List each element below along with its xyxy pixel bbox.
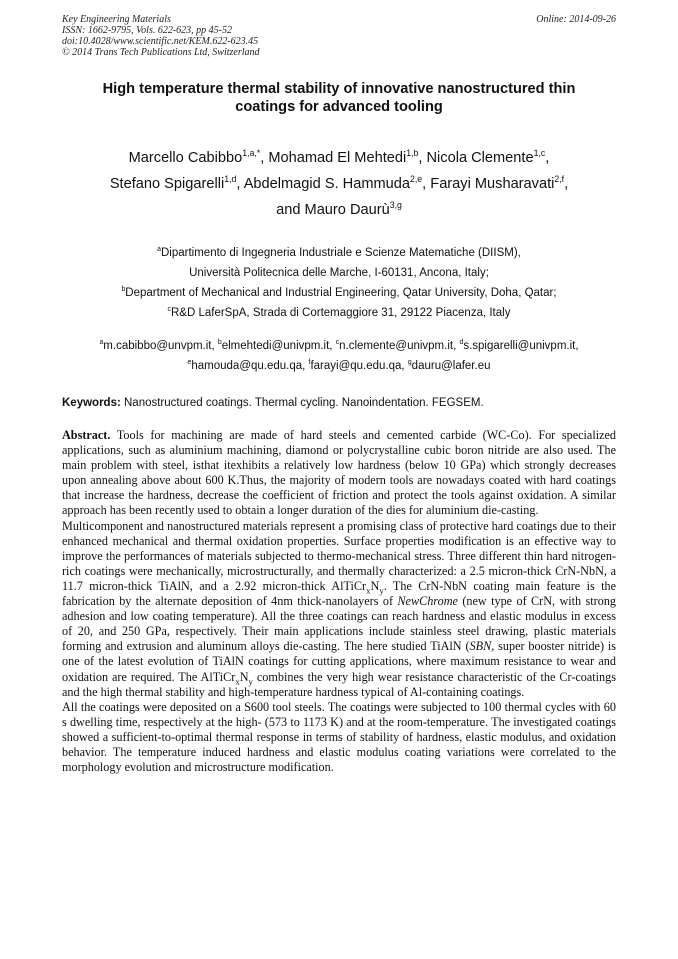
email-link[interactable]: elmehtedi@univpm.it, [221, 340, 333, 352]
keywords-label: Keywords: [62, 397, 121, 409]
online-date: Online: 2014-09-26 [536, 14, 616, 25]
email-link[interactable]: m.cabibbo@unvpm.it, [103, 340, 215, 352]
affiliation-line: $^a$Dipartimento di Ingegneria Industriale e Scienze Matematiche (DIISM), [157, 246, 521, 259]
author-sup: 1,a,* [242, 148, 261, 159]
author-line-2: Stefano Spigarelli$^{1,d}$, Abdelmagid S. Hammuda$^{2,e}$, Farayi Musharavati$^{2,f}$, [109, 174, 569, 192]
doi-line: doi:10.4028/www.scientific.net/KEM.622-623.45 [62, 36, 259, 47]
author-name: Marcello Cabibbo [128, 150, 243, 166]
author-name: Nicola Clemente [426, 150, 534, 166]
author-name: Farayi Musharavati [430, 176, 555, 192]
email-link[interactable]: s.spigarelli@univpm.it, [463, 340, 579, 352]
journal-name: Key Engineering Materials [62, 14, 171, 25]
affiliation-sup: b [121, 286, 126, 294]
email-link[interactable]: hamouda@qu.edu.qa, [191, 360, 306, 372]
abstract-paragraph-1: Abstract. Tools for machining are made of hard steels and cemented carbide (WC-Co). For specialized applications, such as aluminium machining, diamond or polycrystalline cubic boron nitride are also used. The main problem with steel, isthat itexhibits a relatively low hardness (below 10 GPa) which strongly decreases upon annealing above about 600 K.Thus, the majority of modern tools are nowadays coated with hard coatings that increase the hardness, decrease the coefficient of friction and protect the tools against oxidation. A similar approach has been recently used to obtain a longer duration of the dies for aluminium die-casting. [62, 428, 617, 518]
email-link[interactable]: farayi@qu.edu.qa, [310, 360, 405, 372]
abstract [62, 428, 616, 775]
issn-line: ISSN: 1662-9795, Vols. 622-623, pp 45-52 [62, 25, 232, 36]
author-sup: 2,e [410, 174, 423, 185]
abstract-label: Abstract. [62, 428, 111, 442]
affiliations [62, 243, 616, 323]
author-prefix: and [276, 202, 305, 218]
author-name: Mauro Daurù [304, 202, 390, 218]
author-sup: 1,c [533, 148, 546, 159]
author-sup: 3,g [389, 200, 402, 211]
author-line-1: Marcello Cabibbo$^{1,a,*}$, Mohamad El Mehtedi$^{1,b}$, Nicola Clemente$^{1,c}$, [128, 148, 550, 166]
email-link[interactable]: dauru@lafer.eu [411, 360, 491, 372]
author-sup: 2,f [554, 174, 565, 185]
affiliation-line: Università Politecnica delle Marche, I-60131, Ancona, Italy; [189, 267, 489, 279]
copyright-line: © 2014 Trans Tech Publications Ltd, Switzerland [62, 47, 260, 58]
email-line-1: $^a$m.cabibbo@unvpm.it, $^b$elmehtedi@univpm.it, $^c$n.clemente@univpm.it, $^d$s.spigarelli@univpm.it, [99, 339, 579, 352]
keywords-text: Nanostructured coatings. Thermal cycling. Nanoindentation. FEGSEM. [124, 397, 484, 409]
abstract-paragraph-3: All the coatings were deposited on a S600 tool steels. The coatings were subjected to 100 thermal cycles with 60 s dwelling time, respectively at the high- (573 to 1173 K) and at the room-temperature. The investigated coatings showed a sufficient-to-optimal thermal response in terms of stability of hardness, elastic modulus, and oxidation behavior. The temperature induced hardness and elastic modulus coating variations were correlated to the morphology evolution and microstructure modification. [62, 699, 616, 775]
abstract-paragraph-2: Multicomponent and nanostructured materials represent a promising class of protective hard coatings due to their enhanced mechanical and thermal oxidation properties. Surface properties modification is an effective way to improve the performances of materials subjected to thermo-mechanical stress. Three different thin hard nitrogen-rich coatings were mechanically, microstructurally, and thermally characterized: a 2.5 micron-thick CrN-NbN, a 11.7 micron-thick TiAlN, and a 2.92 micron-thick $AlTiCr_xN_y$. The CrN-NbN coating main feature is the fabrication by the alternate deposition of 4nm thick-nanolayers of NewChrome (new type of CrN, with strong adhesion and low coating temperature). All the three coatings can reach hardness and elastic modulus in excess of 20, and 250 GPa, respectively. Their main applications include stainless steel drawing, plastic materials forming and extrusion and aluminum alloys die-casting. The here studied TiAlN (SBN, super booster nitride) is one of the latest evolution of TiAlN coatings for cutting applications, where maximum resistance to wear and oxidation are required. The $AlTiCr_xN_y$ combines the very high wear resistance characteristic of the Cr-coatings and the high thermal stability and high-temperature hardness typical of Al-containing coatings. [62, 518, 617, 699]
paper-title [62, 80, 616, 116]
title-line-2: coatings for advanced tooling [235, 99, 443, 115]
affiliation-sup: a [157, 246, 161, 254]
title-line-1: High temperature thermal stability of innovative nanostructured thin [102, 81, 576, 97]
keywords [62, 395, 616, 411]
affiliation-line: $^b$Department of Mechanical and Industrial Engineering, Qatar University, Doha, Qatar; [121, 286, 557, 299]
author-line-3 [62, 197, 616, 223]
affiliation-line: $^c$R&D LaferSpA, Strada di Cortemaggiore 31, 29122 Piacenza, Italy [167, 306, 511, 319]
author-list [62, 145, 616, 223]
email-list [62, 336, 616, 376]
email-link[interactable]: n.clemente@univpm.it, [339, 340, 457, 352]
author-sup: 1,b [406, 148, 419, 159]
author-name: Abdelmagid S. Hammuda [243, 176, 410, 192]
author-sup: 1,d [224, 174, 237, 185]
affiliation-sup: c [167, 306, 171, 314]
email-line-2: $^e$hamouda@qu.edu.qa, $^f$farayi@qu.edu.qa, $^g$dauru@lafer.eu [187, 359, 491, 372]
journal-header [62, 14, 260, 58]
author-name: Stefano Spigarelli [109, 176, 225, 192]
author-name: Mohamad El Mehtedi [268, 150, 407, 166]
